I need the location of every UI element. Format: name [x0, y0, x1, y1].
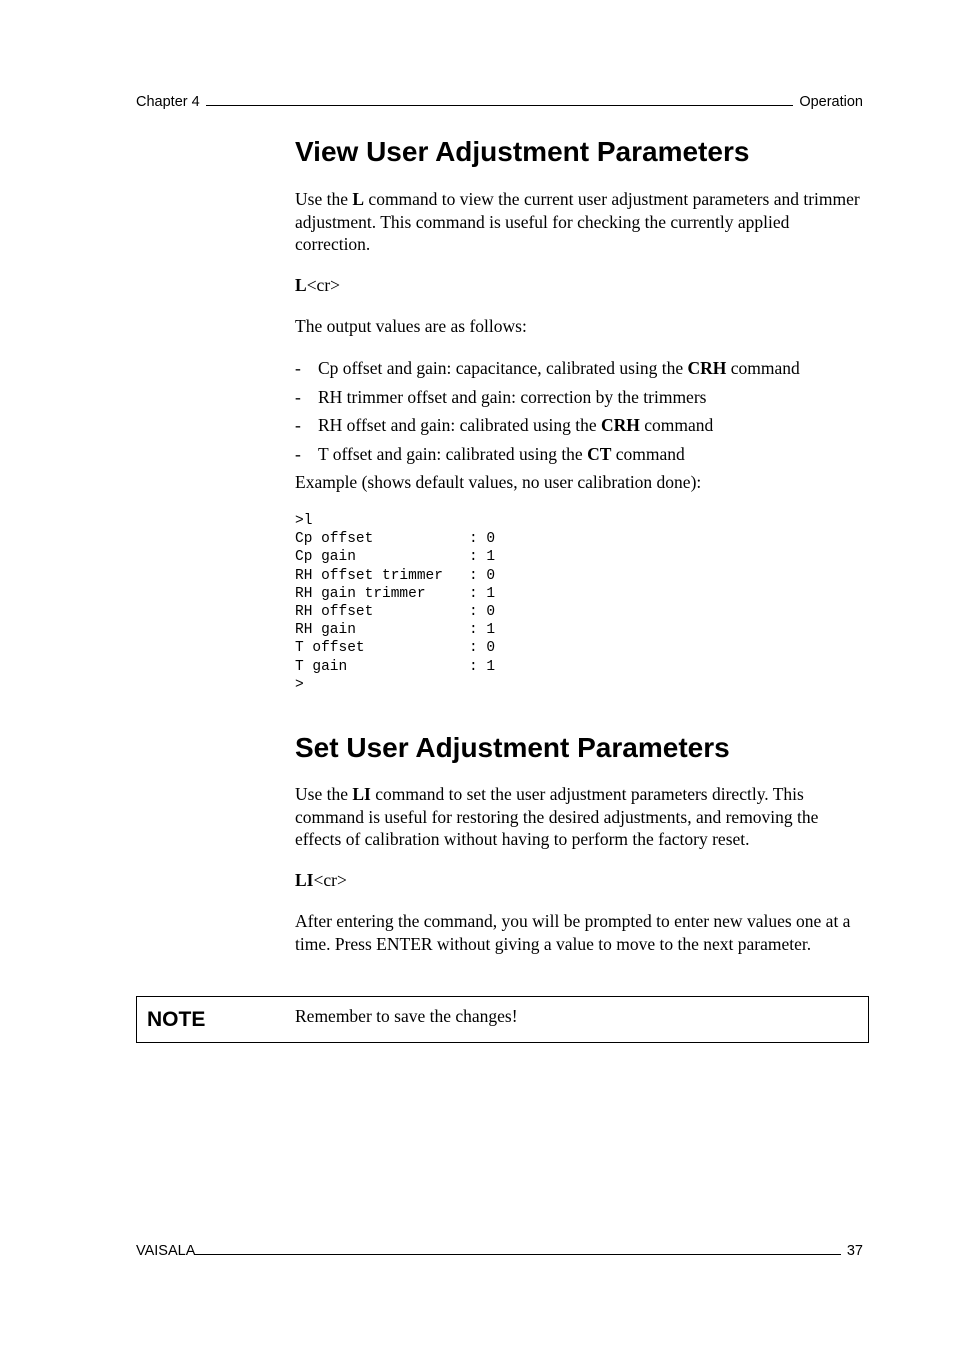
running-header [136, 90, 863, 110]
note-box [136, 996, 869, 1043]
header-rule [206, 105, 794, 106]
set-intro-paragraph: Use the LI command to set the user adjustment parameters directly. This command is useful for restoring the desired adjustments, and removing the effects of calibration without having to perform the factory reset. [295, 784, 819, 849]
list-item: - RH trimmer offset and gain: correction by the trimmers [295, 386, 707, 407]
after-command-paragraph: After entering the command, you will be prompted to enter new values one at a time. Press ENTER without giving a value to move to the next parameter. [295, 911, 851, 954]
note-text: Remember to save the changes! [295, 1006, 518, 1026]
section-label: Operation [799, 94, 863, 110]
list-item: - Cp offset and gain: capacitance, calibrated using the CRH command [295, 358, 800, 378]
section-title-set: Set User Adjustment Parameters [295, 732, 730, 763]
list-item: - RH offset and gain: calibrated using the CRH command [295, 415, 714, 435]
section-title-view: View User Adjustment Parameters [295, 136, 750, 167]
footer-company: VAISALA [136, 1243, 196, 1259]
set-command-syntax: LI<cr> [295, 870, 347, 890]
output-values-list [295, 357, 860, 471]
list-item: - T offset and gain: calibrated using the CT command [295, 443, 685, 464]
view-command-syntax: L<cr> [295, 275, 341, 295]
running-footer [136, 1239, 863, 1259]
footer-rule [195, 1254, 840, 1255]
page-number: 37 [846, 1243, 863, 1259]
chapter-label: Chapter 4 [136, 94, 200, 110]
output-intro-paragraph: The output values are as follows: [295, 316, 527, 336]
example-output-code: >l Cp offset : 0 Cp gain : 1 RH offset trimmer : 0 RH gain trimmer : 1 RH offset : 0 RH gain : 1 T offset : 0 T gain : 1 > [295, 513, 496, 693]
example-intro-paragraph: Example (shows default values, no user calibration done): [295, 472, 702, 492]
note-label: NOTE [147, 1008, 206, 1031]
view-intro-paragraph: Use the L command to view the current user adjustment parameters and trimmer adjustment. This command is useful for checking the currently applied correction. [295, 189, 860, 254]
